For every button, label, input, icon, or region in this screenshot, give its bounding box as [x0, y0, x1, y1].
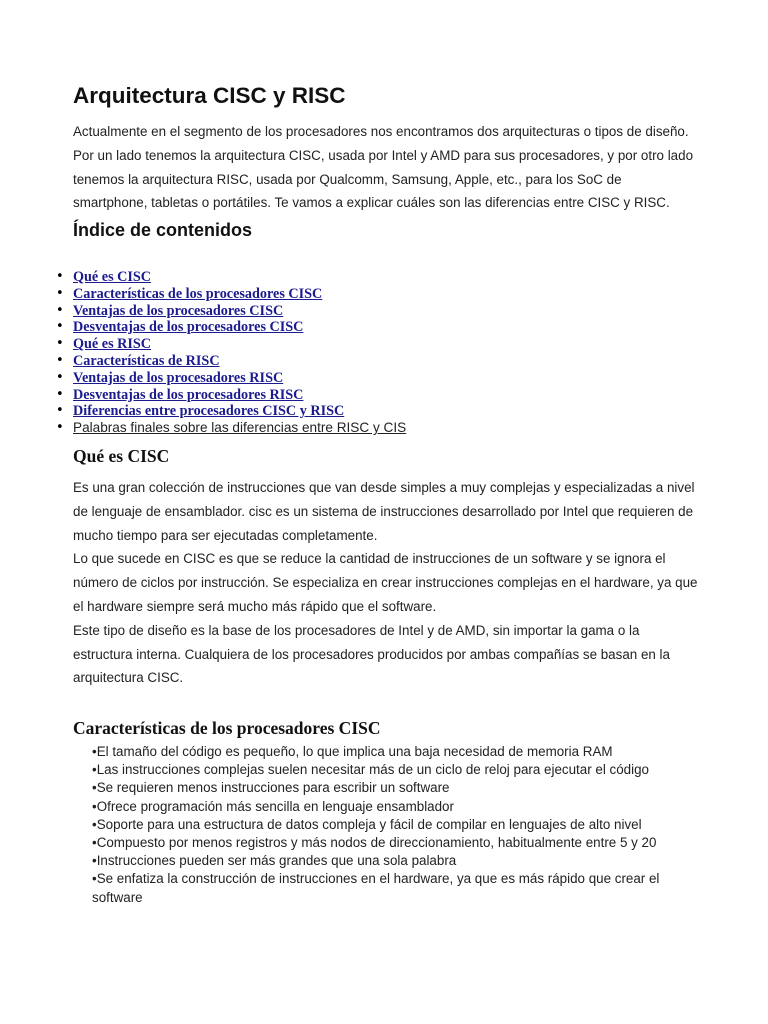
- toc-item[interactable]: [73, 286, 768, 303]
- toc-link-caracteristicas-cisc[interactable]: Características de los procesadores CISC: [73, 285, 323, 302]
- list-item: •Se enfatiza la construcción de instrucciones en el hardware, ya que es más rápido que crear el software: [92, 871, 660, 905]
- toc-item[interactable]: [73, 319, 768, 336]
- toc-link-ventajas-risc[interactable]: Ventajas de los procesadores RISC: [73, 369, 284, 386]
- toc-item[interactable]: [73, 353, 768, 370]
- list-item: •El tamaño del código es pequeño, lo que implica una baja necesidad de memoria RAM: [92, 744, 613, 759]
- features-list: [92, 743, 700, 907]
- toc-item[interactable]: [73, 387, 768, 404]
- toc-link-desventajas-cisc[interactable]: Desventajas de los procesadores CISC: [73, 319, 304, 336]
- toc-link-palabras-finales[interactable]: Palabras finales sobre las diferencias entre RISC y CIS: [73, 420, 407, 436]
- article: [73, 80, 698, 905]
- page-title: Arquitectura CISC y RISC: [73, 83, 346, 108]
- section-heading-que-es-cisc: Qué es CISC: [73, 446, 170, 466]
- list-item: •Compuesto por menos registros y más nodos de direccionamiento, habitualmente entre 5 y 20: [92, 835, 657, 851]
- toc-item[interactable]: [73, 370, 768, 387]
- section-heading-caracteristicas: Características de los procesadores CISC: [73, 718, 381, 738]
- list-item: •Instrucciones pueden ser más grandes que una sola palabra: [92, 853, 457, 869]
- paragraph: Es una gran colección de instrucciones que van desde simples a muy complejas y especializadas a nivel de lenguaje de ensamblador. cisc es un sistema de instrucciones desarrollado por Intel que requieren de mucho tiempo para ser ejecutadas completamente.: [73, 480, 695, 543]
- list-item: •Ofrece programación más sencilla en lenguaje ensamblador: [92, 798, 454, 814]
- toc-item[interactable]: [73, 420, 768, 437]
- toc-item[interactable]: [73, 269, 768, 286]
- list-item: •Las instrucciones complejas suelen necesitar más de un ciclo de reloj para ejecutar el código: [92, 762, 649, 778]
- list-item: •Soporte para una estructura de datos compleja y fácil de compilar en lenguajes de alto nivel: [92, 816, 642, 832]
- toc-item[interactable]: [73, 403, 768, 420]
- toc-link-que-es-cisc[interactable]: Qué es CISC: [73, 269, 152, 285]
- toc-title: Índice de contenidos: [73, 220, 253, 241]
- toc-link-desventajas-risc[interactable]: Desventajas de los procesadores RISC: [73, 386, 304, 403]
- toc-link-caracteristicas-risc[interactable]: Características de RISC: [73, 352, 220, 369]
- intro-paragraph: Actualmente en el segmento de los procesadores nos encontramos dos arquitecturas o tipos de diseño. Por un lado tenemos la arquitectura CISC, usada por Intel y AMD para sus procesadores, y por otro lado tenemos la arquitectura RISC, usada por Qualcomm, Samsung, Apple, etc., para los SoC de smartphone, tabletas o portátiles. Te vamos a explicar cuáles son las diferencias entre CISC y RISC.: [73, 124, 694, 211]
- paragraph: Lo que sucede en CISC es que se reduce la cantidad de instrucciones de un software y se ignora el número de ciclos por instrucción. Se especializa en crear instrucciones complejas en el hardware, ya que el hardware siempre será mucho más rápido que el software.: [73, 551, 698, 614]
- toc-item[interactable]: [73, 303, 768, 320]
- toc-item[interactable]: [73, 336, 768, 353]
- table-of-contents: [0, 269, 768, 437]
- toc-link-que-es-risc[interactable]: Qué es RISC: [73, 336, 152, 353]
- section-body-que-es-cisc: [73, 476, 698, 690]
- list-item: •Se requieren menos instrucciones para escribir un software: [92, 780, 450, 796]
- toc-link-diferencias[interactable]: Diferencias entre procesadores CISC y RISC: [73, 403, 345, 420]
- paragraph: Este tipo de diseño es la base de los procesadores de Intel y de AMD, sin importar la gama o la estructura interna. Cualquiera de los procesadores producidos por ambas compañías se basan en la arquitectura CISC.: [73, 622, 670, 686]
- toc-link-ventajas-cisc[interactable]: Ventajas de los procesadores CISC: [73, 302, 284, 319]
